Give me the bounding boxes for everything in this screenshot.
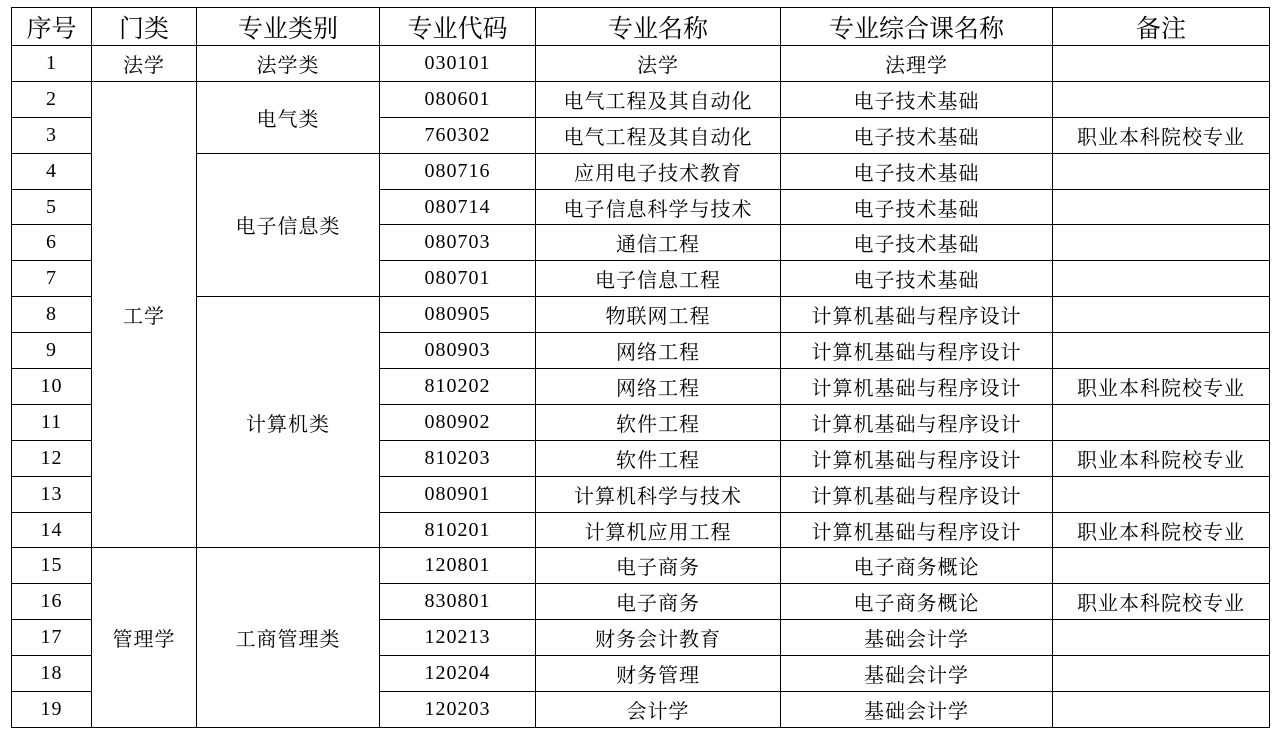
row-index: 10 <box>12 369 92 405</box>
row-index: 17 <box>12 620 92 656</box>
major-name: 电子商务 <box>536 584 781 620</box>
course-name: 法理学 <box>781 46 1053 82</box>
course-name: 计算机基础与程序设计 <box>781 297 1053 333</box>
note-cell <box>1053 656 1270 692</box>
major-name: 法学 <box>536 46 781 82</box>
header-course: 专业综合课名称 <box>781 8 1053 46</box>
row-index: 7 <box>12 261 92 297</box>
major-name: 电气工程及其自动化 <box>536 117 781 153</box>
row-index: 12 <box>12 440 92 476</box>
row-index: 14 <box>12 512 92 548</box>
group-cell: 电气类 <box>197 81 380 153</box>
header-note: 备注 <box>1053 8 1270 46</box>
major-name: 物联网工程 <box>536 297 781 333</box>
course-name: 计算机基础与程序设计 <box>781 404 1053 440</box>
course-name: 电子技术基础 <box>781 225 1053 261</box>
row-index: 11 <box>12 404 92 440</box>
note-cell <box>1053 153 1270 189</box>
group-cell: 法学类 <box>197 46 380 82</box>
group-cell: 工商管理类 <box>197 548 380 728</box>
major-code: 080716 <box>380 153 536 189</box>
course-name: 电子技术基础 <box>781 153 1053 189</box>
note-cell: 职业本科院校专业 <box>1053 512 1270 548</box>
note-cell <box>1053 692 1270 728</box>
major-code: 810203 <box>380 440 536 476</box>
note-cell: 职业本科院校专业 <box>1053 584 1270 620</box>
header-code: 专业代码 <box>380 8 536 46</box>
major-name: 计算机应用工程 <box>536 512 781 548</box>
group-cell: 计算机类 <box>197 297 380 548</box>
course-name: 电子技术基础 <box>781 189 1053 225</box>
major-name: 会计学 <box>536 692 781 728</box>
major-code: 810201 <box>380 512 536 548</box>
row-index: 1 <box>12 46 92 82</box>
major-code: 080901 <box>380 476 536 512</box>
major-code: 080902 <box>380 404 536 440</box>
note-cell <box>1053 620 1270 656</box>
category-cell: 管理学 <box>92 548 197 728</box>
row-index: 15 <box>12 548 92 584</box>
major-code: 120204 <box>380 656 536 692</box>
major-code: 120801 <box>380 548 536 584</box>
row-index: 6 <box>12 225 92 261</box>
course-name: 计算机基础与程序设计 <box>781 369 1053 405</box>
major-code: 760302 <box>380 117 536 153</box>
header-major: 专业名称 <box>536 8 781 46</box>
note-cell <box>1053 261 1270 297</box>
table-row <box>12 46 1270 82</box>
row-index: 9 <box>12 333 92 369</box>
row-index: 5 <box>12 189 92 225</box>
row-index: 16 <box>12 584 92 620</box>
major-name: 软件工程 <box>536 440 781 476</box>
table-row <box>12 81 1270 117</box>
header-index: 序号 <box>12 8 92 46</box>
note-cell <box>1053 404 1270 440</box>
course-name: 电子技术基础 <box>781 261 1053 297</box>
course-name: 基础会计学 <box>781 620 1053 656</box>
major-code: 120213 <box>380 620 536 656</box>
table-row <box>12 153 1270 189</box>
header-group: 专业类别 <box>197 8 380 46</box>
course-name: 基础会计学 <box>781 692 1053 728</box>
major-code: 080903 <box>380 333 536 369</box>
category-cell: 法学 <box>92 46 197 82</box>
course-name: 电子商务概论 <box>781 548 1053 584</box>
row-index: 3 <box>12 117 92 153</box>
major-name: 电子信息科学与技术 <box>536 189 781 225</box>
major-name: 计算机科学与技术 <box>536 476 781 512</box>
note-cell <box>1053 225 1270 261</box>
table-row <box>12 548 1270 584</box>
row-index: 18 <box>12 656 92 692</box>
major-name: 网络工程 <box>536 333 781 369</box>
row-index: 19 <box>12 692 92 728</box>
note-cell <box>1053 333 1270 369</box>
note-cell <box>1053 81 1270 117</box>
note-cell: 职业本科院校专业 <box>1053 117 1270 153</box>
note-cell: 职业本科院校专业 <box>1053 369 1270 405</box>
major-name: 财务会计教育 <box>536 620 781 656</box>
course-name: 计算机基础与程序设计 <box>781 333 1053 369</box>
note-cell <box>1053 476 1270 512</box>
major-code: 080701 <box>380 261 536 297</box>
category-cell: 工学 <box>92 81 197 548</box>
row-index: 4 <box>12 153 92 189</box>
note-cell <box>1053 189 1270 225</box>
major-name: 电子商务 <box>536 548 781 584</box>
major-code: 080905 <box>380 297 536 333</box>
major-name: 网络工程 <box>536 369 781 405</box>
major-name: 软件工程 <box>536 404 781 440</box>
course-name: 计算机基础与程序设计 <box>781 476 1053 512</box>
group-cell: 电子信息类 <box>197 153 380 297</box>
major-name: 财务管理 <box>536 656 781 692</box>
course-name: 电子技术基础 <box>781 117 1053 153</box>
major-code: 830801 <box>380 584 536 620</box>
major-code: 120203 <box>380 692 536 728</box>
row-index: 8 <box>12 297 92 333</box>
row-index: 13 <box>12 476 92 512</box>
major-name: 应用电子技术教育 <box>536 153 781 189</box>
note-cell: 职业本科院校专业 <box>1053 440 1270 476</box>
major-code: 080703 <box>380 225 536 261</box>
course-name: 电子技术基础 <box>781 81 1053 117</box>
note-cell <box>1053 46 1270 82</box>
course-name: 计算机基础与程序设计 <box>781 512 1053 548</box>
header-row <box>12 8 1270 46</box>
row-index: 2 <box>12 81 92 117</box>
major-name: 通信工程 <box>536 225 781 261</box>
majors-table <box>11 7 1270 728</box>
note-cell <box>1053 548 1270 584</box>
course-name: 电子商务概论 <box>781 584 1053 620</box>
course-name: 计算机基础与程序设计 <box>781 440 1053 476</box>
major-name: 电气工程及其自动化 <box>536 81 781 117</box>
major-code: 810202 <box>380 369 536 405</box>
course-name: 基础会计学 <box>781 656 1053 692</box>
major-code: 030101 <box>380 46 536 82</box>
major-code: 080714 <box>380 189 536 225</box>
header-category: 门类 <box>92 8 197 46</box>
table-row <box>12 297 1270 333</box>
note-cell <box>1053 297 1270 333</box>
major-name: 电子信息工程 <box>536 261 781 297</box>
major-code: 080601 <box>380 81 536 117</box>
